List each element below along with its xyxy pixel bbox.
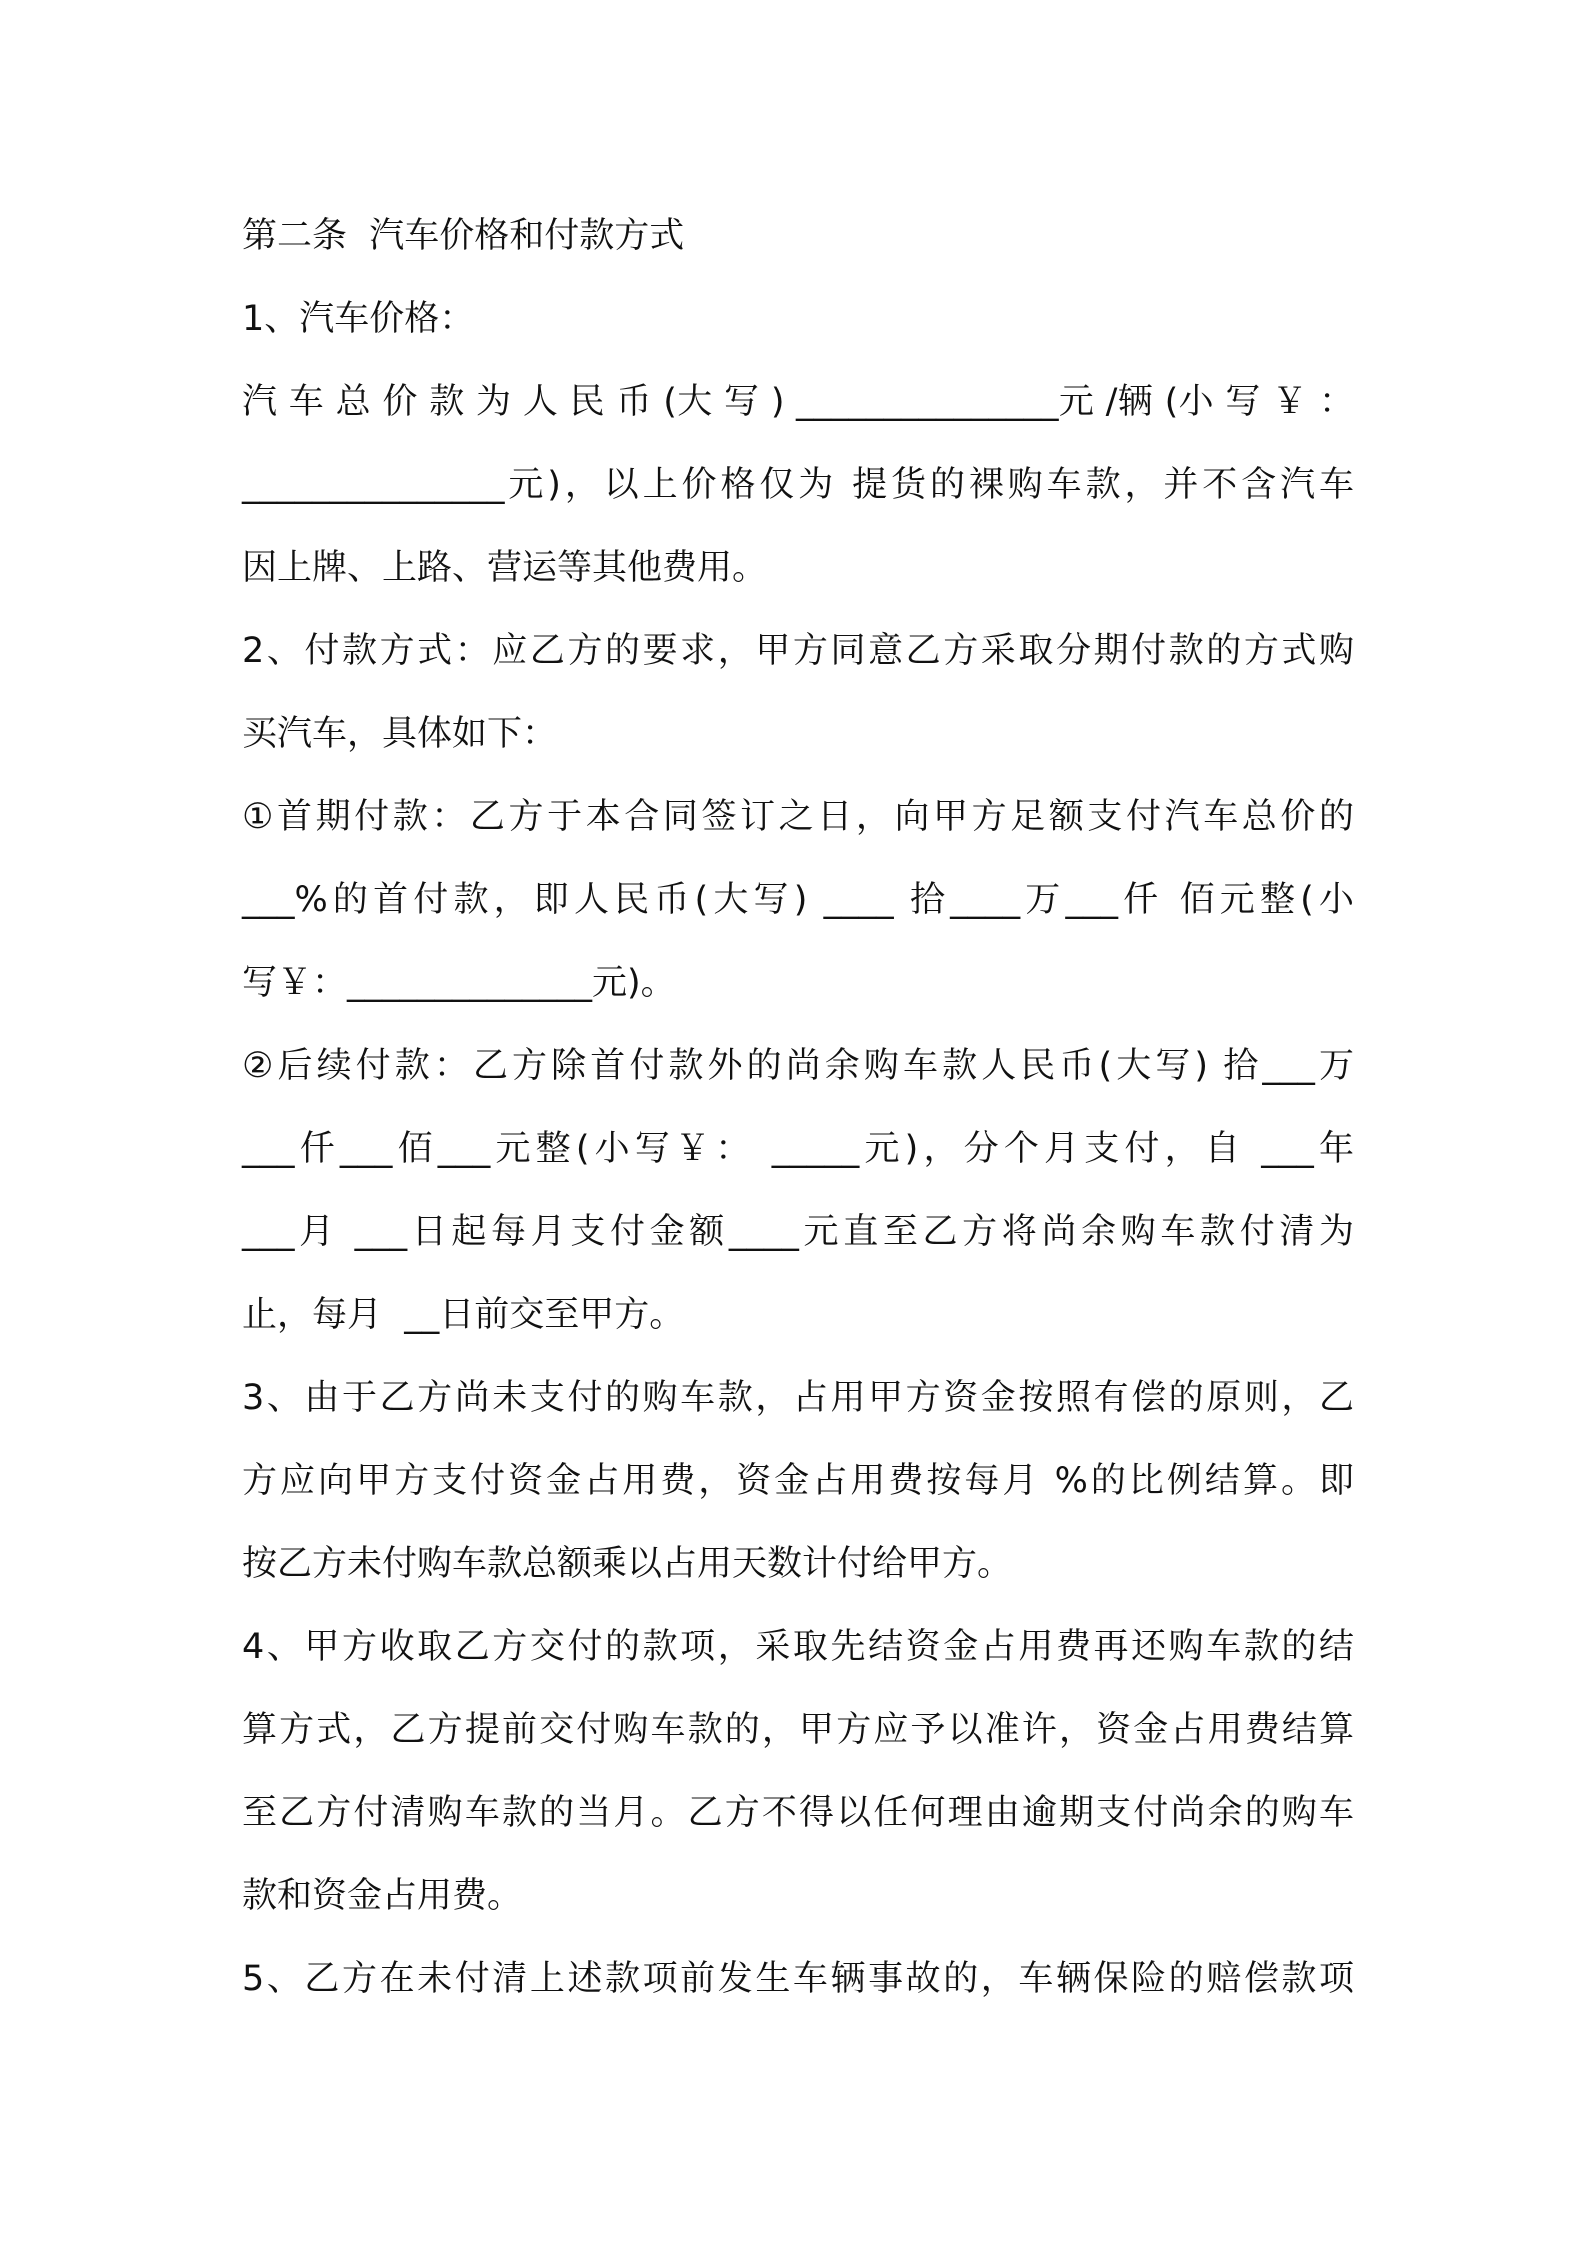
text-line: 按乙方未付购车款总额乘以占用天数计付给甲方。 [242,1544,1013,1584]
text-line: 买汽车，具体如下： [242,714,558,754]
text-line: 款和资金占用费。 [242,1876,523,1916]
text-line: 写￥：______________元)。 [242,963,676,1003]
text-line: 方应向甲方支付资金占用费，资金占用费按每月 %的比例结算。即 [242,1461,1354,1501]
text-line: ②后续付款：乙方除首付款外的尚余购车款人民币(大写) 拾___万 [242,1046,1354,1086]
text-line: 因上牌、上路、营运等其他费用。 [242,548,768,588]
text-line: 1、汽车价格： [242,299,475,339]
text-line: ___月 ___日起每月支付金额____元直至乙方将尚余购车款付清为 [242,1212,1354,1252]
text-line: 算方式，乙方提前交付购车款的，甲方应予以准许，资金占用费结算 [242,1710,1354,1750]
contract-text [242,195,1354,2021]
section-heading: 第二条 汽车价格和付款方式 [242,216,685,256]
text-line: 汽 车 总 价 款 为 人 民 币 (大 写 ) _______________元 /辆 (小 写 ￥ ： [242,382,1354,422]
text-line: 2、付款方式：应乙方的要求，甲方同意乙方采取分期付款的方式购 [242,631,1354,671]
text-line: _______________元)，以上价格仅为 提货的裸购车款，并不含汽车 [242,465,1354,505]
text-line: 止，每月 __日前交至甲方。 [242,1295,685,1335]
text-line: ___%的首付款，即人民币(大写) ____ 拾____万___仟 佰元整(小 [242,880,1354,920]
text-line: 至乙方付清购车款的当月。乙方不得以任何理由逾期支付尚余的购车 [242,1793,1354,1833]
text-line: 5、乙方在未付清上述款项前发生车辆事故的，车辆保险的赔偿款项 [242,1959,1354,1999]
text-line: 4、甲方收取乙方交付的款项，采取先结资金占用费再还购车款的结 [242,1627,1354,1667]
text-line: ___仟___佰___元整(小写￥： _____元)，分个月支付，自 ___年 [242,1129,1354,1169]
text-line: 3、由于乙方尚未支付的购车款，占用甲方资金按照有偿的原则，乙 [242,1378,1354,1418]
text-line: ①首期付款：乙方于本合同签订之日，向甲方足额支付汽车总价的 [242,797,1354,837]
